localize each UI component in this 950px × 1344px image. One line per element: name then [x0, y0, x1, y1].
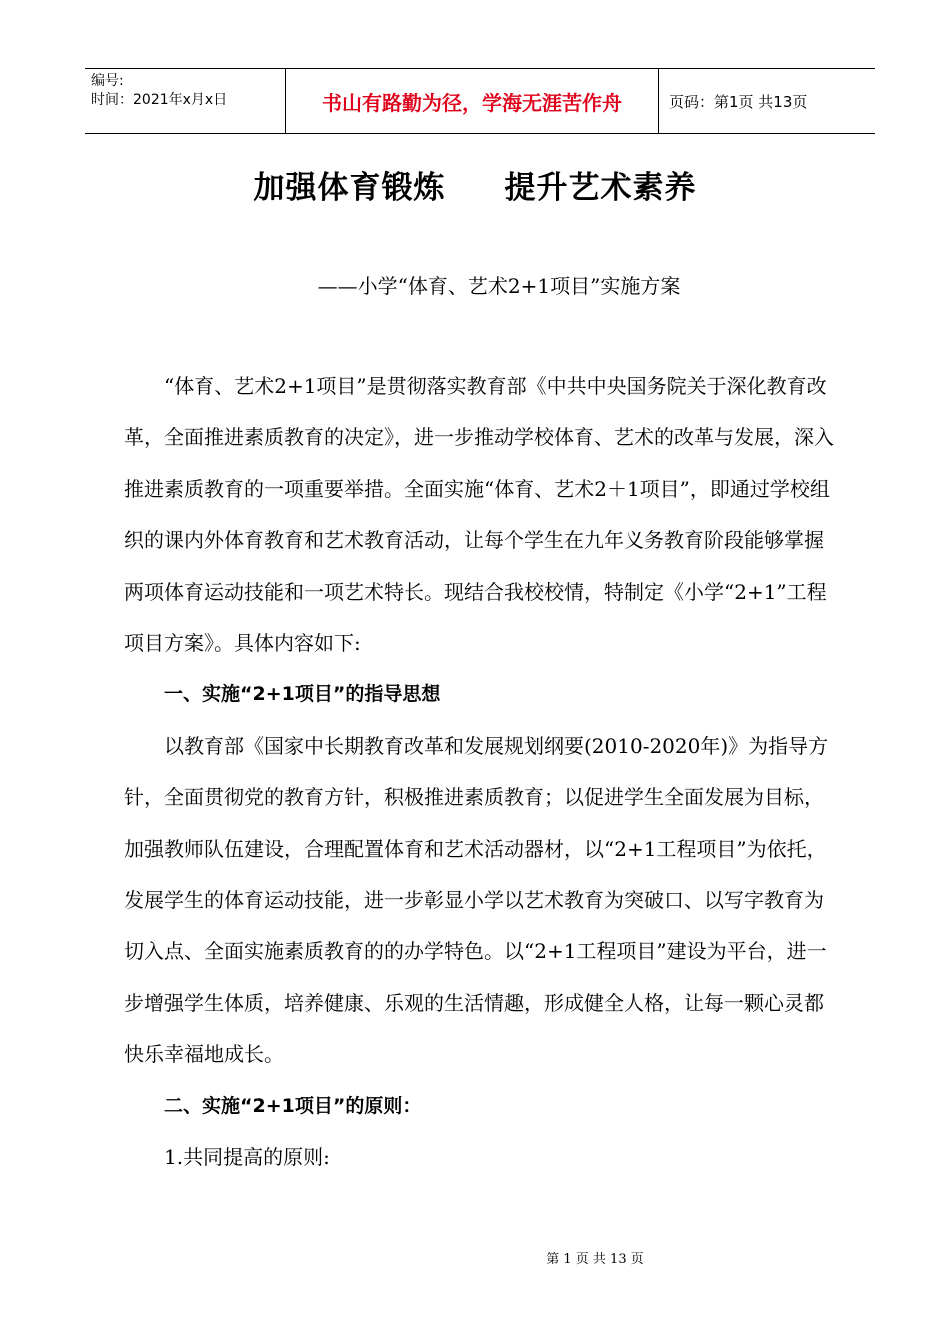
section-2-heading: 二、实施“2+1项目”的原则：	[164, 1094, 422, 1117]
document-body	[124, 361, 834, 1184]
header-motto: 书山有路勤为径，学海无涯苦作舟	[285, 69, 659, 133]
section-1-paragraph: 以教育部《国家中长期教育改革和发展规划纲要(2010-2020年)》为指导方针，全面贯彻党的教育方针，积极推进素质教育；以促进学生全面发展为目标，加强教师队伍建设，合理配置体育和艺术活动器材，以“2+1工程项目”为依托，发展学生的体育运动技能，进一步彰显小学以艺术教育为突破口、以写字教育为切入点、全面实施素质教育的的办学特色。以“2+1工程项目”建设为平台，进一步增强学生体质，培养健康、乐观的生活情趣，形成健全人格，让每一颗心灵都快乐幸福地成长。	[124, 733, 829, 1067]
section-2-item-1: 1.共同提高的原则:	[164, 1145, 330, 1170]
document-subtitle: ——小学“体育、艺术2+1项目”实施方案	[317, 274, 681, 298]
time-label: 时间：2021年x月x日	[91, 92, 228, 108]
number-label: 编号:	[91, 73, 124, 89]
section-1-heading: 一、实施“2+1项目”的指导思想	[164, 683, 441, 706]
header-meta	[85, 69, 285, 133]
intro-paragraph: “体育、艺术2+1项目”是贯彻落实教育部《中共中央国务院关于深化教育改革，全面推进素质教育的决定》，进一步推动学校体育、艺术的改革与发展，深入推进素质教育的一项重要举措。全面实施“体育、艺术2＋1项目”，即通过学校组织的课内外体育教育和艺术教育活动，让每个学生在九年义务教育阶段能够掌握两项体育运动技能和一项艺术特长。现结合我校校情，特制定《小学“2+1”工程项目方案》。具体内容如下:	[124, 374, 834, 656]
document-title: 加强体育锻炼 提升艺术素养	[253, 170, 697, 206]
page-header	[85, 68, 875, 134]
header-page-info: 页码：第1页 共13页	[669, 92, 808, 111]
page-footer: 第 1 页 共 13 页	[546, 1252, 644, 1267]
